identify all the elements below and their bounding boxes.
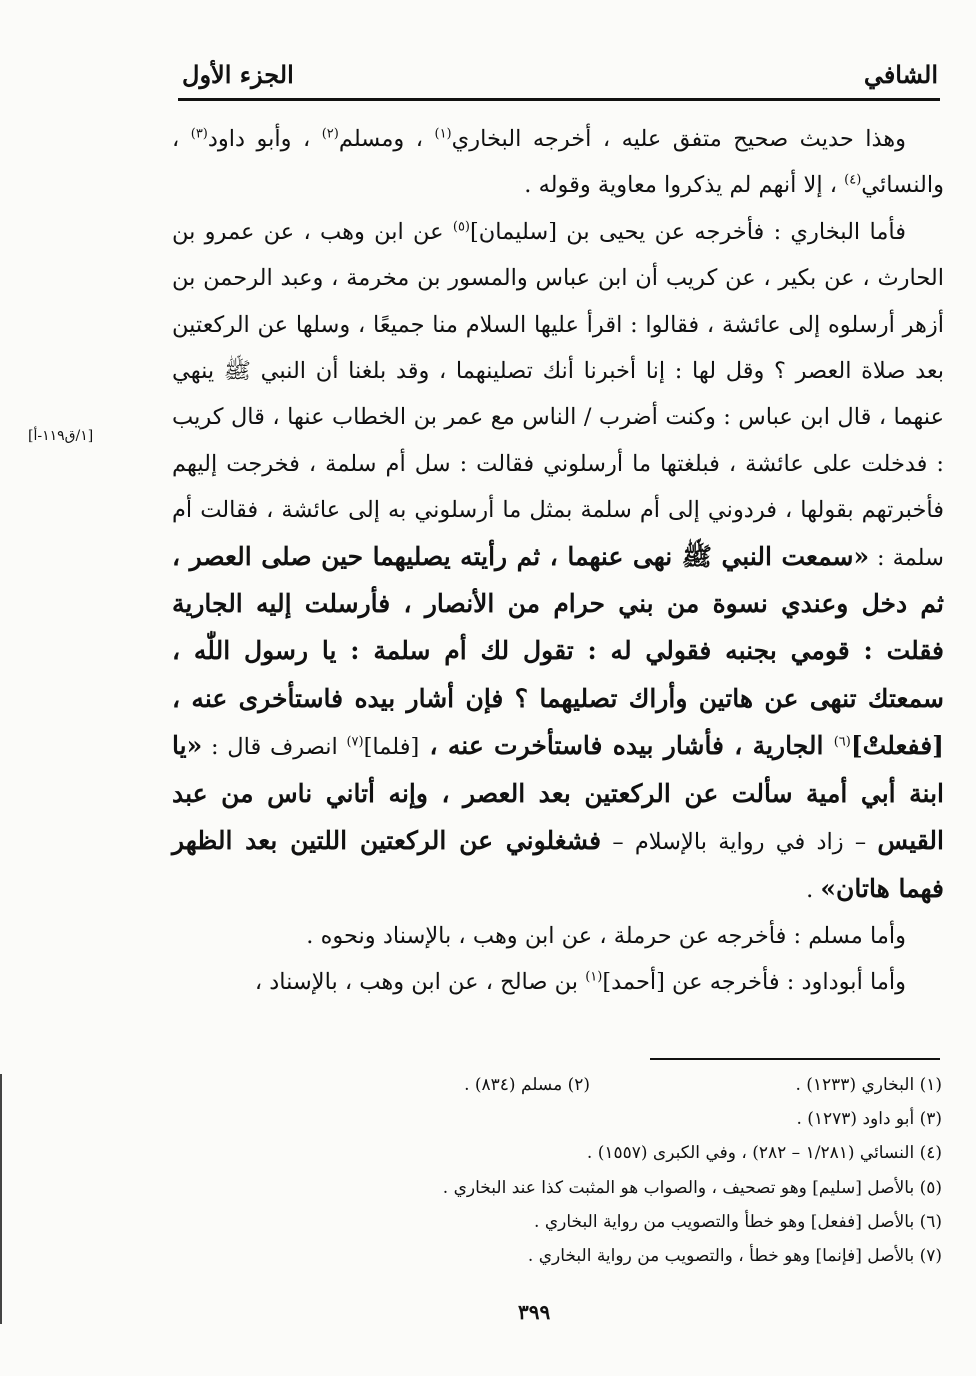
volume-label: الجزء الأول: [182, 60, 294, 89]
text-run: ، وأبو داود: [207, 126, 322, 152]
footnote-2: (٢) مسلم (٨٣٤) .: [464, 1075, 590, 1095]
header-rule: [178, 98, 940, 101]
footnote-ref[interactable]: (٦): [833, 734, 851, 750]
footnote-4: (٤) النسائي (١/٢٨١ – ٢٨٢) ، وفي الكبرى (١٥٥٧) .: [586, 1143, 942, 1164]
footnote-ref[interactable]: (١): [434, 126, 452, 142]
manuscript-folio-note: [١/ق١١٩-أ]: [28, 428, 94, 444]
footnote-ref[interactable]: (٥): [452, 219, 470, 235]
page-number: ٣٩٩: [518, 1300, 551, 1324]
footnote-6: (٦) بالأصل [ففعل] وهو خطأ والتصويب من رواية البخاري .: [534, 1211, 942, 1232]
text-run: فأما البخاري : فأخرجه عن يحيى بن [سليمان]: [470, 218, 906, 245]
footnote-ref[interactable]: (٣): [190, 126, 208, 142]
paragraph-1: [172, 116, 944, 209]
running-header: [178, 52, 940, 100]
scan-edge-line: [0, 1074, 2, 1324]
footnote-ref[interactable]: (٤): [844, 172, 862, 188]
footnote-rule: [650, 1058, 940, 1060]
text-run: عن ابن وهب ، عن عمرو بن الحارث ، عن بكير ، عن كريب أن ابن عباس والمسور بن مخرمة ، وعبد الرحمن بن أزهر أرسلوه إلى عائشة ، فقالوا : اقرأ عليها السلام منا جميعًا ، وسلها عن الركعتين بعد صلاة العصر ؟ وقل لها : إنا أخبرنا أنك تصلينهما ، وقد بلغنا أن النبي ﷺ ينهي عنهما ، قال ابن عباس : وكنت أضرب / الناس مع عمر بن الخطاب عنها ، قال كريب : فدخلت على عائشة ، فبلغتها ما أرسلوني فقالت : سل أم سلمة ، فخرجت إليهم فأخبرتهم بقولها ، فردوني إلى أم سلمة بمثل ما أرسلوني به إلى عائشة ، فقالت أم سلمة :: [172, 218, 944, 571]
text-run: ، والنسائي: [172, 126, 944, 199]
paragraph-3: وأما مسلم : فأخرجه عن حرملة ، عن ابن وهب ، بالإسناد ونحوه .: [306, 922, 906, 949]
text-run: [فلما]: [363, 734, 420, 761]
footnote-ref[interactable]: (١): [585, 969, 603, 985]
text-run: وأما أبوداود : فأخرجه عن [أحمد]: [602, 969, 906, 996]
main-text: [172, 116, 944, 1006]
footnote-3: (٣) أبو داود (١٢٧٣) .: [796, 1109, 942, 1130]
paragraph-4: [172, 959, 944, 1005]
hadith-text: فشغلوني عن الركعتين اللتين بعد الظهر فهما هاتان»: [172, 826, 944, 903]
footnote-ref[interactable]: (٢): [321, 126, 339, 142]
footnote-7: (٧) بالأصل [فإنما] وهو خطأ ، والتصويب من رواية البخاري .: [527, 1245, 942, 1266]
book-title: الشافي: [863, 60, 938, 89]
hadith-text: الجارية ، فأشار بيده فاستأخرت عنه ،: [419, 731, 834, 761]
hadith-text: «سمعت النبي ﷺ نهى عنهما ، ثم رأيته يصليهما حين صلى العصر ، ثم دخل وعندي نسوة من بني حرام من الأنصار ، فأرسلت إليه الجارية فقلت : قومي بجنبه فقولي له : تقول لك أم سلمة : يا رسول اللّٰه ، سمعتك تنهى عن هاتين وأراك تصليهما ؟ فإن أشار بيده فاستأخرى عنه ، [ففعلتْ]: [172, 541, 944, 761]
text-run: – زاد في رواية بالإسلام –: [601, 829, 878, 856]
text-run: .: [806, 876, 821, 903]
text-run: بن صالح ، عن ابن وهب ، بالإسناد ،: [254, 969, 586, 996]
footnote-1: (١) البخاري (١٢٣٣) .: [795, 1075, 942, 1095]
text-run: ، ومسلم: [338, 126, 435, 152]
footnote-ref[interactable]: (٧): [346, 734, 364, 750]
paragraph-2: [172, 209, 944, 913]
footnote-5: (٥) بالأصل [سليم] وهو تصحيف ، والصواب هو المثبت كذا عند البخاري .: [442, 1177, 942, 1198]
footnotes: [250, 1068, 942, 1273]
text-run: وهذا حديث صحيح متفق عليه ، أخرجه البخاري: [451, 126, 906, 152]
footnote-row: [250, 1068, 942, 1102]
text-run: انصرف قال :: [202, 734, 347, 761]
text-run: ، إلا أنهم لم يذكروا معاوية وقوله .: [524, 172, 845, 199]
hadith-text: «يا ابنة أبي أمية سألت عن الركعتين بعد العصر ، وإنه أتاني ناس من عبد القيس: [172, 731, 944, 856]
